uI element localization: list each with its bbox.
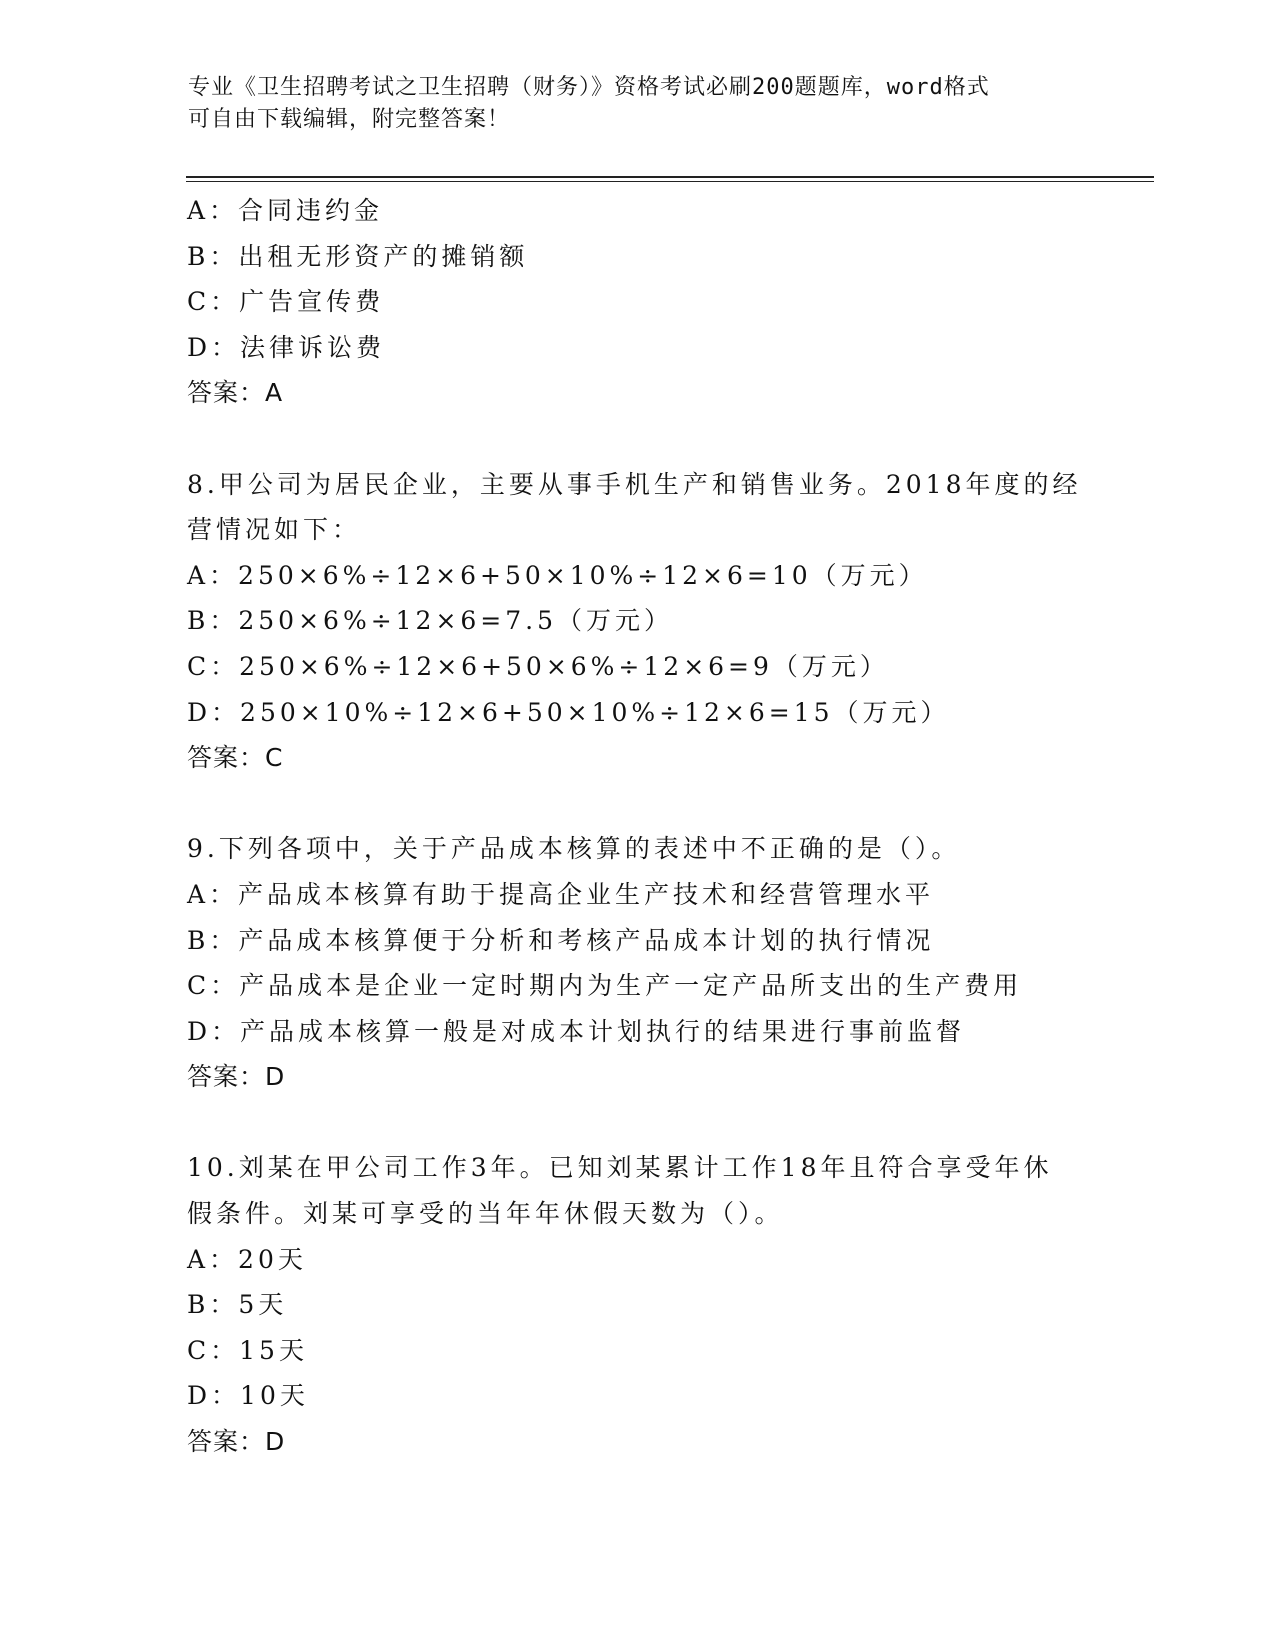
answer: 答案：D — [187, 1062, 286, 1092]
answer: 答案：D — [187, 1427, 286, 1457]
question-stem: 8.甲公司为居民企业，主要从事手机生产和销售业务。2018年度的经 — [187, 469, 1082, 499]
question-list — [187, 188, 1087, 1465]
option-a: A：250×6%÷12×6+50×10%÷12×6=10（万元） — [187, 560, 928, 590]
question-stem: 9.下列各项中，关于产品成本核算的表述中不正确的是（）。 — [187, 834, 961, 864]
option-a: A：20天 — [187, 1244, 307, 1274]
answer: 答案：C — [187, 743, 284, 773]
option-c: C：15天 — [187, 1335, 308, 1365]
option-c: C：250×6%÷12×6+50×6%÷12×6=9（万元） — [187, 651, 889, 681]
option-d: D：10天 — [187, 1381, 309, 1411]
option-a: A：产品成本核算有助于提高企业生产技术和经营管理水平 — [187, 879, 935, 909]
header-divider — [186, 176, 1154, 182]
header-title-line-2: 可自由下载编辑，附完整答案！ — [188, 107, 511, 132]
option-b: B：5天 — [187, 1290, 288, 1320]
option-b: B：250×6%÷12×6=7.5（万元） — [187, 606, 674, 636]
option-b: B：产品成本核算便于分析和考核产品成本计划的执行情况 — [187, 925, 935, 955]
option-c: C：广告宣传费 — [187, 287, 385, 317]
question-stem: 10.刘某在甲公司工作3年。已知刘某累计工作18年且符合享受年休 — [187, 1153, 1053, 1183]
header-title-line-1: 专业《卫生招聘考试之卫生招聘（财务）》资格考试必刷200题题库，word格式 — [188, 75, 990, 100]
option-d: D：250×10%÷12×6+50×10%÷12×6=15（万元） — [187, 697, 950, 727]
spacer — [187, 416, 1087, 462]
question-9 — [187, 826, 1087, 1100]
question-7 — [187, 188, 1087, 416]
document-header — [188, 72, 1068, 136]
option-c: C：产品成本是企业一定时期内为生产一定产品所支出的生产费用 — [187, 971, 1023, 1001]
option-d: D：法律诉讼费 — [187, 332, 386, 362]
option-b: B：出租无形资产的摊销额 — [187, 241, 529, 271]
question-stem-continued: 营情况如下： — [187, 515, 362, 545]
question-stem-continued: 假条件。刘某可享受的当年年休假天数为（）。 — [187, 1199, 784, 1229]
option-a: A：合同违约金 — [187, 196, 384, 225]
question-8 — [187, 462, 1087, 781]
answer: 答案：A — [187, 378, 284, 408]
spacer — [187, 781, 1087, 827]
question-10 — [187, 1145, 1087, 1464]
option-d: D：产品成本核算一般是对成本计划执行的结果进行事前监督 — [187, 1016, 966, 1046]
spacer — [187, 1100, 1087, 1146]
